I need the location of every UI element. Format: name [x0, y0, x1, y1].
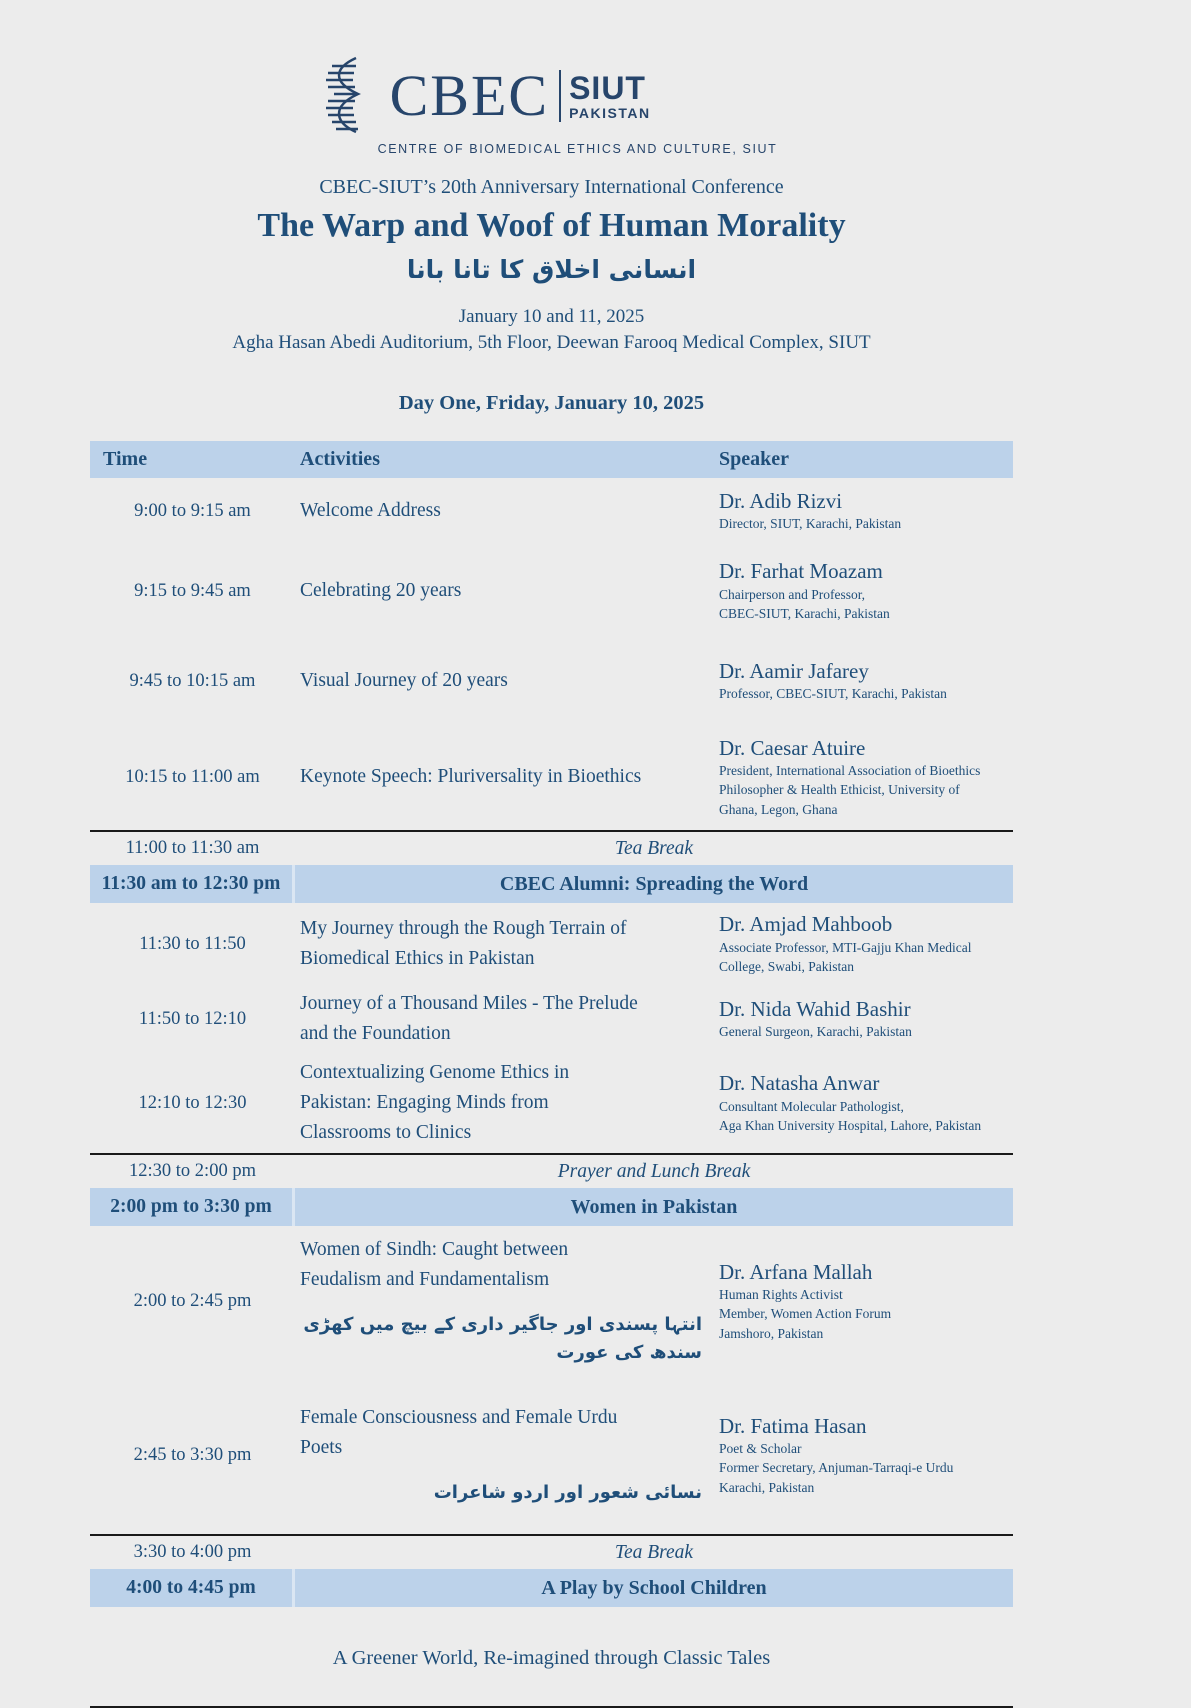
speaker-detail: Karachi, Pakistan — [719, 1479, 815, 1495]
table-row-session — [90, 903, 1013, 985]
session-speaker — [710, 1407, 1013, 1504]
session-time: 10:15 to 11:00 am — [125, 766, 260, 787]
table-header-row — [90, 441, 1013, 478]
conference-subtitle: CBEC-SIUT’s 20th Anniversary International Conference — [319, 176, 784, 198]
session-time: 2:45 to 3:30 pm — [133, 1444, 252, 1465]
table-row-session — [90, 544, 1013, 638]
speaker-name: Dr. Amjad Mahboob — [719, 912, 893, 937]
speaker-name: Dr. Aamir Jafarey — [719, 659, 869, 684]
table-row-section — [90, 1188, 1013, 1226]
activity-line: and the Foundation — [300, 1023, 451, 1044]
logo-pakistan-text: PAKISTAN — [569, 104, 651, 121]
activity-line: Poets — [300, 1437, 343, 1459]
logo-divider — [559, 70, 561, 122]
activity-line: Women of Sindh: Caught between — [300, 1238, 569, 1260]
speaker-detail: General Surgeon, Karachi, Pakistan — [719, 1024, 912, 1040]
table-row-break — [90, 830, 1013, 865]
section-label: Women in Pakistan — [570, 1195, 738, 1218]
break-time: 12:30 to 2:00 pm — [129, 1161, 256, 1181]
table-row-session — [90, 985, 1013, 1053]
conference-venue: Agha Hasan Abedi Auditorium, 5th Floor, Deewan Farooq Medical Complex, SIUT — [232, 332, 871, 353]
activity-line: Journey of a Thousand Miles - The Prelude — [300, 992, 638, 1014]
activity-line: Contextualizing Genome Ethics in — [300, 1061, 570, 1083]
session-time: 2:00 to 2:45 pm — [133, 1290, 252, 1311]
activity-line: Visual Journey of 20 years — [300, 669, 508, 691]
table-row-section — [90, 865, 1013, 903]
session-time: 11:30 to 11:50 — [139, 933, 246, 954]
activity-line: My Journey through the Rough Terrain of — [300, 917, 627, 939]
speaker-detail: Chairperson and Professor, — [719, 586, 866, 602]
session-speaker — [710, 905, 1013, 982]
speaker-detail: Aga Khan University Hospital, Lahore, Pakistan — [719, 1118, 982, 1134]
section-time: 11:30 am to 12:30 pm — [90, 865, 295, 903]
speaker-name: Dr. Caesar Atuire — [719, 735, 866, 760]
speaker-detail: Ghana, Legon, Ghana — [719, 801, 838, 817]
page-title: The Warp and Woof of Human Morality — [257, 207, 846, 244]
speaker-detail: Human Rights Activist — [719, 1286, 843, 1302]
dna-helix-icon — [326, 56, 380, 139]
speaker-detail: Consultant Molecular Pathologist, — [719, 1098, 904, 1114]
session-speaker — [710, 1064, 1013, 1141]
column-header-time: Time — [103, 448, 148, 470]
speaker-detail: Professor, CBEC-SIUT, Karachi, Pakistan — [719, 686, 947, 702]
speaker-detail: Associate Professor, MTI-Gajju Khan Medical — [719, 939, 972, 955]
session-activity — [295, 1235, 710, 1367]
session-time: 9:00 to 9:15 am — [134, 500, 251, 521]
session-time: 9:45 to 10:15 am — [129, 670, 256, 691]
section-time: 2:00 pm to 3:30 pm — [90, 1188, 295, 1226]
session-speaker — [710, 729, 1013, 826]
speaker-name: Dr. Arfana Mallah — [719, 1259, 873, 1284]
section-label: CBEC Alumni: Spreading the Word — [499, 872, 809, 895]
speaker-name: Dr. Natasha Anwar — [719, 1071, 880, 1096]
section-time: 4:00 to 4:45 pm — [90, 1569, 295, 1607]
column-header-speaker: Speaker — [719, 448, 789, 470]
logo — [90, 52, 1013, 156]
speaker-detail: Jamshoro, Pakistan — [719, 1325, 824, 1341]
conference-dates: January 10 and 11, 2025 — [458, 306, 645, 327]
speaker-name: Dr. Fatima Hasan — [719, 1413, 867, 1438]
table-row-session — [90, 1053, 1013, 1153]
session-activity — [295, 914, 710, 974]
section-label: A Play by School Children — [541, 1576, 767, 1599]
session-speaker — [710, 652, 1013, 710]
session-time: 11:50 to 12:10 — [138, 1008, 247, 1029]
session-activity — [295, 989, 710, 1049]
table-row-session — [90, 478, 1013, 544]
speaker-name: Dr. Farhat Moazam — [719, 559, 883, 584]
session-speaker — [710, 1253, 1013, 1350]
activity-line: Keynote Speech: Pluriversality in Bioethics — [300, 765, 642, 787]
column-header-activities: Activities — [300, 448, 380, 470]
speaker-detail: Poet & Scholar — [719, 1440, 802, 1456]
activity-urdu: نسائی شعور اور اردو شاعرات — [433, 1482, 702, 1504]
session-time: 9:15 to 9:45 am — [134, 580, 251, 601]
session-time: 12:10 to 12:30 — [138, 1092, 247, 1113]
schedule-table — [90, 441, 1013, 1607]
break-label: Prayer and Lunch Break — [557, 1160, 751, 1182]
activity-line: Welcome Address — [300, 499, 441, 521]
speaker-detail: College, Swabi, Pakistan — [719, 959, 854, 975]
speaker-detail: President, International Association of Bioethics — [719, 762, 981, 778]
speaker-name: Dr. Adib Rizvi — [719, 489, 843, 514]
activity-line: Celebrating 20 years — [300, 579, 462, 601]
speaker-detail: Former Secretary, Anjuman-Tarraqi-e Urdu — [719, 1460, 954, 1476]
speaker-detail: Director, SIUT, Karachi, Pakistan — [719, 516, 902, 532]
activity-line: Feudalism and Fundamentalism — [300, 1269, 550, 1291]
session-speaker — [710, 482, 1013, 540]
session-activity — [295, 762, 710, 792]
break-time: 11:00 to 11:30 am — [125, 838, 260, 858]
break-time: 3:30 to 4:00 pm — [133, 1542, 252, 1562]
logo-tagline: CENTRE OF BIOMEDICAL ETHICS AND CULTURE, SIUT — [377, 142, 778, 156]
break-label: Tea Break — [614, 837, 694, 859]
session-speaker — [710, 552, 1013, 629]
activity-line: Female Consciousness and Female Urdu — [300, 1406, 618, 1428]
speaker-detail: Member, Women Action Forum — [719, 1306, 892, 1322]
speaker-name: Dr. Nida Wahid Bashir — [719, 997, 911, 1022]
table-row-session — [90, 638, 1013, 724]
session-activity — [295, 1403, 710, 1507]
activity-line: Classrooms to Clinics — [300, 1122, 472, 1144]
table-row-session — [90, 1226, 1013, 1376]
session-activity — [295, 576, 710, 606]
table-row-break — [90, 1534, 1013, 1569]
session-activity — [295, 1058, 710, 1149]
logo-cbec-text: CBEC — [389, 62, 550, 128]
speaker-detail: Philosopher & Health Ethicist, University of — [719, 782, 960, 798]
session-activity — [295, 496, 710, 526]
logo-siut-text: SIUT — [569, 69, 646, 106]
play-title: A Greener World, Re-imagined through Classic Tales — [332, 1647, 771, 1669]
speaker-detail: CBEC-SIUT, Karachi, Pakistan — [719, 606, 890, 622]
break-label: Tea Break — [614, 1541, 694, 1563]
program-page — [90, 0, 1013, 1708]
table-row-section — [90, 1569, 1013, 1607]
activity-line: Pakistan: Engaging Minds from — [300, 1091, 549, 1113]
page-title-urdu: انسانی اخلاق کا تانا بانا — [406, 255, 697, 284]
activity-line: Biomedical Ethics in Pakistan — [300, 948, 535, 969]
table-row-session — [90, 724, 1013, 830]
table-row-break — [90, 1153, 1013, 1188]
activity-urdu: انتہا پسندی اور جاگیر داری کے بیچ میں کھڑی سندھ کی عورت — [303, 1314, 702, 1364]
table-row-session — [90, 1376, 1013, 1534]
session-speaker — [710, 990, 1013, 1048]
day-one-heading: Day One, Friday, January 10, 2025 — [398, 392, 705, 414]
session-activity — [295, 666, 710, 696]
